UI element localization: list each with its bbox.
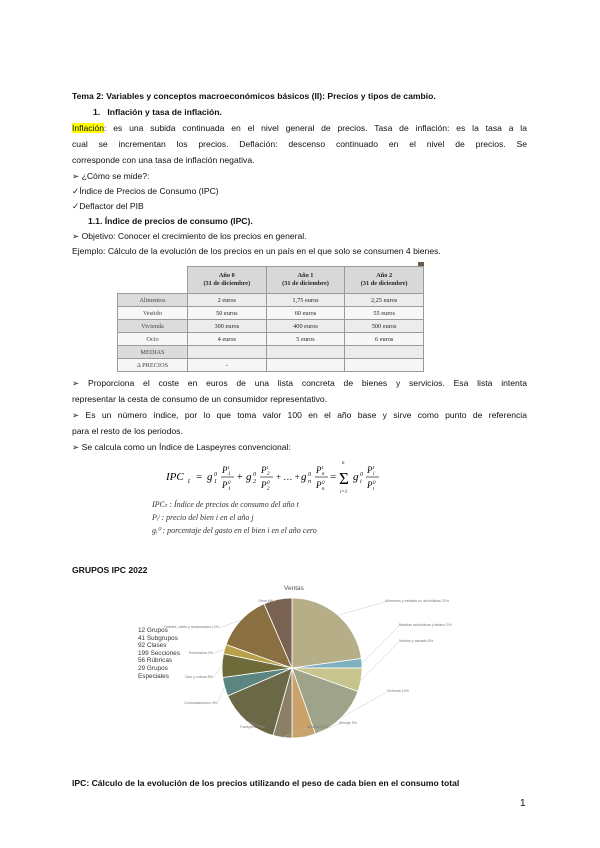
table-cell: 400 euros — [266, 320, 345, 333]
formula-p1-den-sup: 0 — [228, 481, 231, 486]
formula-p1-den-sub: 1 — [228, 487, 231, 492]
formula-p1-num-sup: t — [228, 466, 230, 471]
row-label: Ocio — [118, 333, 188, 346]
formula-pn-num-sub: n — [322, 472, 325, 477]
formula-sigma: Σ — [339, 469, 349, 488]
table-cell: 4 euros — [188, 333, 267, 346]
table-cell: 1,75 euros — [266, 294, 345, 307]
slice-leader-line — [217, 687, 225, 704]
row-label: MEDIAS — [118, 346, 188, 359]
groups-title: GRUPOS IPC 2022 — [72, 565, 148, 575]
formula-equals: = — [196, 471, 203, 483]
formula-p2-den: P — [261, 480, 267, 490]
inflation-definition: : es una subida continuada en el nivel general de precios. Tasa de inflación: es la tasa a la — [104, 123, 527, 133]
index-paragraph-line2: para el resto de los periodos. — [72, 426, 183, 436]
formula-pn-den: P — [316, 480, 322, 490]
formula-plus: + — [237, 472, 243, 483]
formula-definitions — [152, 498, 317, 537]
slice-label: Alimentos y bebidas no alcohólicas 21% — [385, 599, 450, 603]
pie-slice — [292, 598, 361, 668]
formula-pi-den: P — [367, 480, 373, 490]
slice-leader-line — [213, 666, 222, 678]
table-cell — [345, 359, 424, 372]
formula-lhs-sub: t — [188, 477, 190, 485]
slice-leader-line — [213, 649, 225, 654]
definition-ipc: IPCₜ : Índice de precios de consumo del año t — [152, 500, 299, 509]
formula-p2-num-sup: t — [267, 466, 269, 471]
formula-pn-num: P — [316, 465, 322, 475]
slice-label: Comunicaciones 4% — [184, 701, 217, 705]
table-cell: 300 euros — [188, 320, 267, 333]
formula-gn: g — [301, 471, 307, 483]
table-row — [118, 359, 424, 372]
formula-sum-top: n — [342, 461, 345, 466]
slice-label: Menaje 5% — [339, 721, 357, 725]
formula-p2-num-sub: 2 — [267, 472, 270, 477]
formula-pn-den-sub: n — [322, 487, 325, 492]
row-label: Δ PRECIOS — [118, 359, 188, 372]
table-header-year2: Año 2 (31 de diciembre) — [345, 267, 424, 294]
formula-p2-den-sub: 2 — [267, 487, 270, 492]
slice-label: Vivienda 13% — [387, 689, 409, 693]
row-label: Vestido — [118, 307, 188, 320]
formula-equals-2: = — [330, 471, 337, 483]
table-corner-cell — [118, 267, 188, 294]
table-row — [118, 346, 424, 359]
table-row — [118, 294, 424, 307]
formula-pi-num-sup: t — [373, 466, 375, 471]
slice-leader-line — [338, 602, 385, 615]
formula-p1-num: P — [222, 465, 228, 475]
formula-pi-den-sup: 0 — [373, 481, 376, 486]
ipc-formula — [160, 452, 390, 498]
table-cell: 2,25 euros — [345, 294, 424, 307]
section-heading-1-1: 1.1. Índice de precios de consumo (IPC). — [88, 216, 253, 226]
table-row — [118, 320, 424, 333]
formula-g2-sup: 0 — [253, 472, 256, 478]
formula-gi-sup: 0 — [360, 472, 363, 478]
table-cell: - — [188, 359, 267, 372]
section-heading-1: 1. Inflación y tasa de inflación. — [93, 107, 222, 117]
slice-label: Vestido y calzado 5% — [399, 639, 434, 643]
slice-label: Otros 6% — [258, 599, 273, 603]
table-row — [118, 333, 424, 346]
formula-p1-num-sub: 1 — [228, 472, 231, 477]
table-header-year1: Año 1 (31 de diciembre) — [266, 267, 345, 294]
formula-p2-num: P — [261, 465, 267, 475]
row-label: Vivienda — [118, 320, 188, 333]
formula-pn-den-sup: 0 — [322, 481, 325, 486]
definition-price: Pᵢʲ : precio del bien i en el año j — [152, 513, 254, 522]
page-title: Tema 2: Variables y conceptos macroeconómicos básicos (II): Precios y tipos de cambio. — [72, 91, 436, 101]
table-cell: 50 euros — [188, 307, 267, 320]
table-cell: 500 euros — [345, 320, 424, 333]
pie-chart — [137, 582, 452, 740]
slice-label: Enseñanza 2% — [188, 651, 213, 655]
table-cell: 5 euros — [266, 333, 345, 346]
inflation-term: Inflación — [72, 123, 105, 133]
slice-leader-line — [361, 642, 399, 680]
table-cell: 2 euros — [188, 294, 267, 307]
formula-pi-num-sub: i — [373, 472, 375, 477]
slice-label: Ocio y cultura 5% — [184, 675, 213, 679]
example: Ejemplo: Cálculo de la evolución de los precios en un país en el que solo se consumen 4 bienes. — [72, 246, 441, 256]
page-number: 1 — [520, 798, 526, 809]
table-cell: 60 euros — [266, 307, 345, 320]
index-paragraph-line1: ➢ Es un número índice, por lo que toma valor 100 en el año base y sirve como punto de referencia — [72, 410, 527, 420]
table-cell — [188, 346, 267, 359]
ipc-structure-list: 12 Grupos 41 Subgrupos 92 Clases 199 Secciones 56 Rúbricas 29 Grupos Especiales — [138, 627, 180, 680]
table-cell — [266, 346, 345, 359]
formula-pi-den-sub: i — [373, 487, 375, 492]
objective: ➢ Objetivo: Conocer el crecimiento de los precios en general. — [72, 231, 307, 241]
ipc-weights-heading: IPC: Cálculo de la evolución de los precios utilizando el peso de cada bien en el consumo total — [72, 778, 460, 788]
definition-weight: gᵢ⁰ : porcentaje del gasto en el bien i en el año cero — [152, 526, 317, 535]
measure-deflator: ✓Deflactor del PIB — [72, 201, 144, 211]
cost-paragraph-line2: representar la cesta de consumo de un consumidor representativo. — [72, 394, 328, 404]
slice-leader-line — [362, 626, 399, 663]
how-measured: ➢ ¿Cómo se mide?: — [72, 171, 150, 181]
formula-gi: g — [353, 471, 359, 483]
inflation-paragraph-line1 — [72, 122, 527, 134]
table-cell — [266, 359, 345, 372]
table-cell — [345, 346, 424, 359]
table-header-year0: Año 0 (31 de diciembre) — [188, 267, 267, 294]
slice-label: Hoteles, cafés y restaurantes 12% — [164, 625, 219, 629]
formula-g1-sup: 0 — [214, 472, 217, 478]
formula-gi-sub: i — [360, 479, 362, 485]
laspeyres-line: ➢ Se calcula como un Índice de Laspeyres convencional: — [72, 442, 291, 452]
formula-g2-sub: 2 — [253, 479, 256, 485]
formula-gn-sup: 0 — [308, 472, 311, 478]
formula-gn-sub: n — [308, 479, 311, 485]
formula-g2: g — [246, 471, 252, 483]
row-label: Alimentos — [118, 294, 188, 307]
chart-title: Ventas — [284, 585, 304, 592]
slice-label: Transporte 13% — [239, 725, 265, 729]
formula-g1: g — [207, 471, 213, 483]
formula-p2-den-sup: 0 — [267, 481, 270, 486]
formula-pn-num-sup: t — [322, 466, 324, 471]
formula-dots: + … + — [276, 472, 300, 482]
slice-label: Medicina 4% — [307, 725, 328, 729]
pie-chart-panel — [137, 582, 452, 740]
formula-lhs: IPC — [166, 471, 184, 483]
measure-ipc: ✓Índice de Precios de Consumo (IPC) — [72, 186, 219, 196]
formula-p1-den: P — [222, 480, 228, 490]
inflation-paragraph-line3: corresponde con una tasa de inflación negativa. — [72, 155, 255, 165]
prices-table — [117, 266, 424, 372]
table-cell: 55 euros — [345, 307, 424, 320]
cost-paragraph-line1: ➢ Proporciona el coste en euros de una lista concreta de bienes y servicios. Esa lista intenta — [72, 378, 527, 388]
slice-label: Bebidas alcohólicas y tabaco 2% — [399, 623, 452, 627]
inflation-paragraph-line2: cual se incrementan los precios. Deflación: descenso continuado en el nivel de precios. Se — [72, 139, 527, 149]
table-cell: 6 euros — [345, 333, 424, 346]
table-row — [118, 307, 424, 320]
formula-pi-num: P — [367, 465, 373, 475]
formula-sum-bottom: i=1 — [340, 490, 348, 495]
formula-g1-sub: 1 — [214, 479, 217, 485]
